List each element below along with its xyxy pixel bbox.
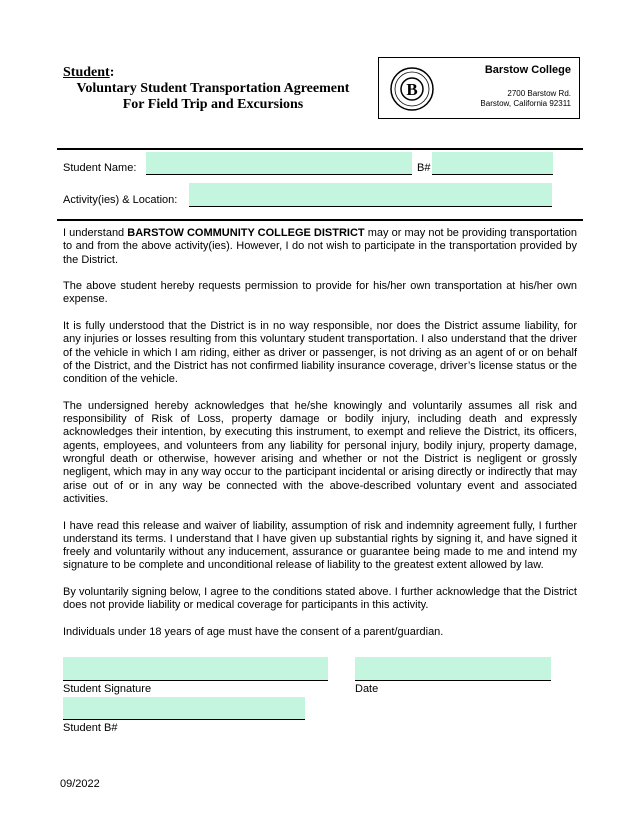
paragraph-7: Individuals under 18 years of age must have the consent of a parent/guardian. (63, 625, 444, 638)
college-address (480, 89, 571, 109)
paragraph-4: The undersigned hereby acknowledges that he/she knowingly and voluntarily assumes all risk and responsibility of Risk of Loss, property damage or bodily injury, including death and expressly acknowledges their intention, by executing this instrument, to exempt and relieve the District, its officers, agents, employees, and volunteers from any liability for personal injury, bodily injury, property damage, wrongful death or otherwise, however arising and whether or not the District is negligent or grossly negligent, which may in any way occur to the participant incidental or arising directly or indirectly that may arise out of or in any way be connected with the above-described voluntary event and associated activities. (63, 399, 577, 505)
college-seal-logo (390, 67, 434, 111)
student-name-field[interactable] (146, 152, 412, 175)
student-heading: Student (63, 65, 110, 80)
paragraph-6: By voluntarily signing below, I agree to the conditions stated above. I further acknowledge that the District does not provide liability or medical coverage for participants in this activity. (63, 586, 577, 612)
bottom-rule (57, 219, 583, 221)
bnum-field[interactable] (432, 152, 553, 175)
college-address-line1: 2700 Barstow Rd. (507, 89, 571, 98)
activity-label: Activity(ies) & Location: (63, 194, 178, 206)
title-line-2: For Field Trip and Excursions (122, 97, 304, 112)
paragraph-1: I understand BARSTOW COMMUNITY COLLEGE DISTRICT may or may not be providing transportation to and from the above activity(ies). However, I do not wish to participate in the transportation provided by the District. (63, 227, 577, 266)
top-rule (57, 148, 583, 150)
paragraph-2: The above student hereby requests permission to provide for his/her own transportation at his/her own expense. (63, 280, 577, 306)
student-name-label: Student Name: (63, 162, 137, 174)
revision-date: 09/2022 (60, 778, 100, 790)
student-bnum-label: Student B# (63, 722, 118, 734)
student-signature-label: Student Signature (63, 683, 152, 695)
college-address-line2: Barstow, California 92311 (480, 99, 571, 108)
college-info-box (378, 57, 580, 119)
paragraph-5: I have read this release and waiver of liability, assumption of risk and indemnity agreement fully, I further understand its terms. I understand that I have given up substantial rights by signing it, and have signed it freely and voluntarily without any inducement, assurance or guarantee being made to me and intend my signature to be complete and unconditional release of liability to the greatest extent allowed by law. (63, 519, 577, 572)
student-signature-field[interactable] (63, 657, 328, 681)
district-name: BARSTOW COMMUNITY COLLEGE DISTRICT (127, 227, 365, 239)
date-field[interactable] (355, 657, 551, 681)
paragraph-3: It is fully understood that the District is in no way responsible, nor does the District assume liability, for any injuries or losses resulting from this voluntary student transportation. I also understand that the driver of the vehicle in which I am riding, either as driver or passenger, is not driving as an agent of or on behalf of the District, and the District has not confirmed liability insurance coverage, driver’s license status or the condition of the vehicle. (63, 320, 577, 386)
activity-location-field[interactable] (189, 183, 552, 207)
date-label: Date (355, 683, 379, 695)
form-title (63, 63, 363, 113)
student-bnum-field[interactable] (63, 697, 305, 720)
college-name: Barstow College (484, 64, 571, 76)
agreement-body (63, 227, 577, 653)
title-line-1: Voluntary Student Transportation Agreement (76, 81, 350, 96)
student-heading-colon: : (109, 65, 115, 80)
seal-letter: B (406, 80, 418, 99)
bnum-label: B# (417, 162, 431, 174)
